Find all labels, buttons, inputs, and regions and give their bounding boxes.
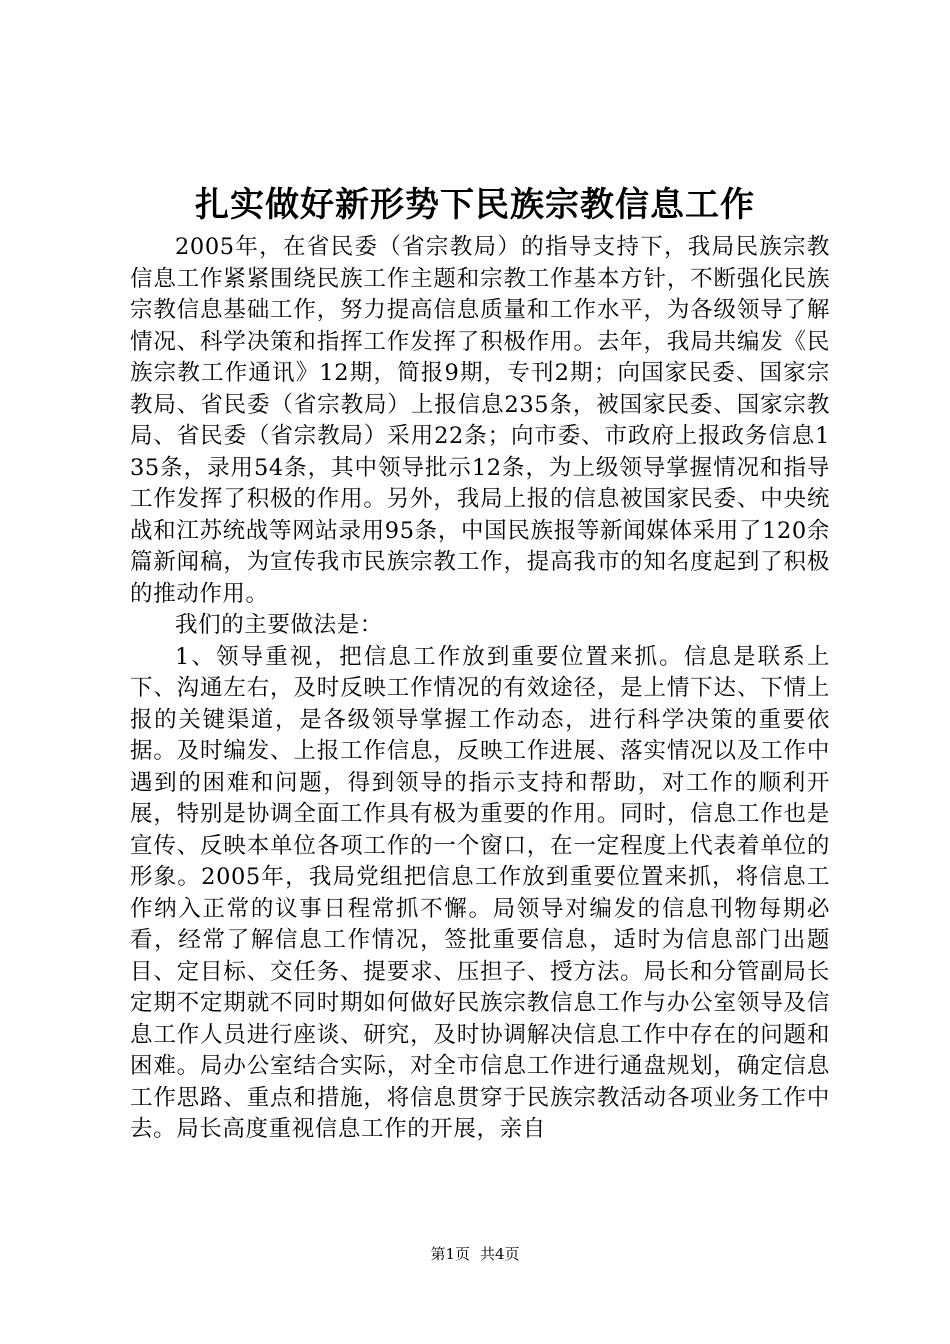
page-total: 共4页 xyxy=(480,1245,520,1263)
page-number: 第1页 xyxy=(430,1245,470,1263)
page-footer xyxy=(0,1244,950,1264)
document-body xyxy=(130,232,830,1146)
document-title: 扎实做好新形势下民族宗教信息工作 xyxy=(195,185,755,225)
paragraph-intro: 2005年，在省民委（省宗教局）的指导支持下，我局民族宗教信息工作紧紧围绕民族工作主题和宗教工作基本方针，不断强化民族宗教信息基础工作，努力提高信息质量和工作水平，为各级领导了解情况、科学决策和指挥工作发挥了积极作用。去年，我局共编发《民族宗教工作通讯》12期，简报9期，专刊2期；向国家民委、国家宗教局、省民委（省宗教局）上报信息235条，被国家民委、国家宗教局、省民委（省宗教局）采用22条；向市委、市政府上报政务信息135条，录用54条，其中领导批示12条，为上级领导掌握情况和指导工作发挥了积极的作用。另外，我局上报的信息被国家民委、中央统战和江苏统战等网站录用95条，中国民族报等新闻媒体采用了120余篇新闻稿，为宣传我市民族宗教工作，提高我市的知名度起到了积极的推动作用。 xyxy=(130,234,830,607)
paragraph-point-1: 1、领导重视，把信息工作放到重要位置来抓。信息是联系上下、沟通左右，及时反映工作情况的有效途径，是上情下达、下情上报的关键渠道，是各级领导掌握工作动态，进行科学决策的重要依据。及时编发、上报工作信息，反映工作进展、落实情况以及工作中遇到的困难和问题，得到领导的指示支持和帮助，对工作的顺利开展，特别是协调全面工作具有极为重要的作用。同时，信息工作也是宣传、反映本单位各项工作的一个窗口，在一定程度上代表着单位的形象。2005年，我局党组把信息工作放到重要位置来抓，将信息工作纳入正常的议事日程常抓不懈。局领导对编发的信息刊物每期必看，经常了解信息工作情况，签批重要信息，适时为信息部门出题目、定目标、交任务、提要求、压担子、授方法。局长和分管副局长定期不定期就不同时期如何做好民族宗教信息工作与办公室领导及信息工作人员进行座谈、研究，及时协调解决信息工作中存在的问题和困难。局办公室结合实际，对全市信息工作进行通盘规划，确定信息工作思路、重点和措施，将信息贯穿于民族宗教活动各项业务工作中去。局长高度重视信息工作的开展，亲自 xyxy=(130,643,830,1142)
paragraph-methods-heading: 我们的主要做法是： xyxy=(175,612,383,638)
